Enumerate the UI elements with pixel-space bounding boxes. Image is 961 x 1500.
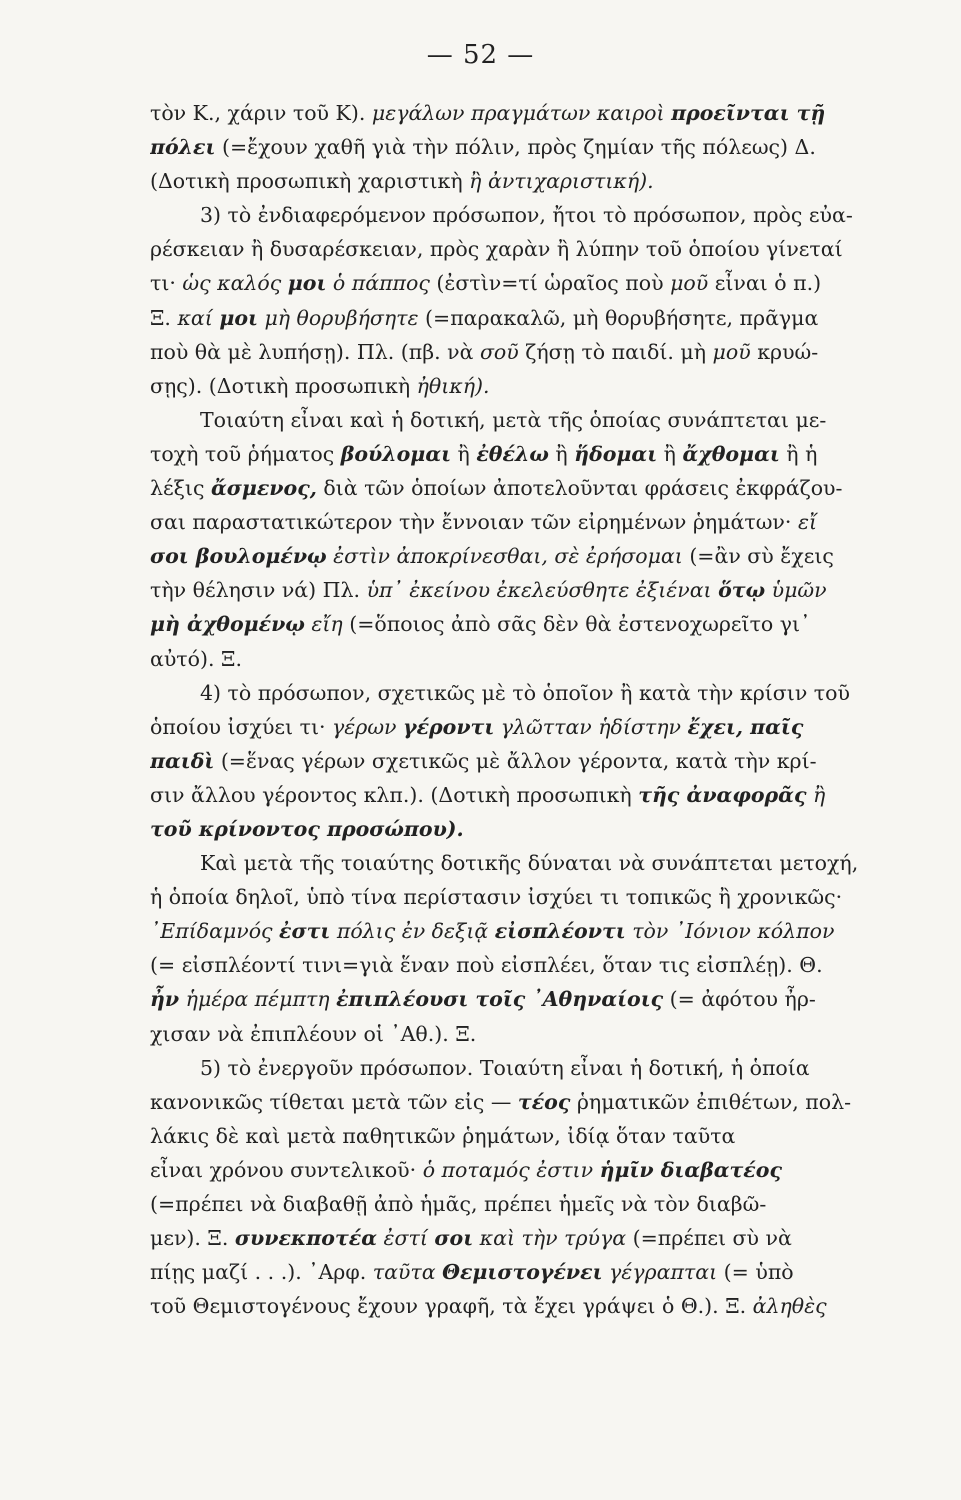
text-segment: ἐθέλω (476, 441, 549, 466)
text-segment: 4) τὸ πρόσωπον, σχετικῶς μὲ τὸ ὁποῖον ἢ κατὰ τὴν κρίσιν τοῦ (200, 680, 850, 705)
text-segment: ὁ πάππος (326, 271, 430, 296)
text-line (150, 1187, 920, 1221)
text-segment: μεγάλων πραγμάτων καιροὶ (371, 101, 672, 125)
text-segment: εἴ (797, 510, 817, 535)
text-line (150, 642, 920, 676)
text-line (150, 1085, 920, 1119)
text-line (150, 1119, 920, 1153)
text-segment: τὴν θέλησιν νά) Πλ. (150, 578, 367, 603)
text-line (150, 1017, 920, 1051)
text-segment: κρυώ- (750, 339, 819, 364)
text-line (150, 1221, 920, 1255)
text-segment: τέος (517, 1089, 571, 1114)
text-segment: ποὺ θὰ μὲ λυπήσῃ). Πλ. (πβ. νὰ (150, 339, 480, 364)
text-line (150, 607, 920, 641)
text-segment: ἦν (150, 987, 180, 1012)
text-segment: τὸν ᾿Ιόνιον κόλπον (625, 919, 835, 944)
text-segment: μὴ θορυβήσητε (257, 305, 419, 330)
text-line (150, 232, 920, 266)
text-segment: ὁποίου ἰσχύει τι· (150, 714, 333, 739)
text-segment: ζήσῃ τὸ παιδί. μὴ (518, 339, 713, 364)
text-segment: τι· (150, 271, 183, 296)
text-line (150, 914, 920, 948)
text-segment: πίῃς μαζί . . .). ᾿Αρφ. (150, 1260, 373, 1285)
text-segment: ἢ ἀντιχαριστική). (469, 169, 654, 194)
text-segment: ἡ ὁποία δηλοῖ, ὑπὸ τίνα περίστασιν ἰσχύει τι τοπικῶς ἢ χρονικῶς· (150, 885, 843, 910)
text-segment: τῆς ἀναφορᾶς (638, 782, 807, 807)
text-segment: τοχὴ τοῦ ῥήματος (150, 441, 341, 466)
text-segment: γέροντι (403, 714, 495, 739)
text-segment: ῥηματικῶν ἐπιθέτων, πολ- (570, 1089, 852, 1114)
text-segment: ὁ ποταμός ἐστιν (422, 1157, 600, 1182)
body-text (150, 96, 920, 1323)
text-line (150, 880, 920, 914)
text-line (150, 369, 920, 403)
text-segment: τὸν Κ., χάριν τοῦ Κ). (150, 101, 372, 125)
text-segment: μοῦ (670, 271, 709, 296)
text-segment: ἡμέρα πέμπτη (179, 987, 337, 1012)
text-segment: (= ὑπὸ (717, 1260, 794, 1285)
text-segment: (=ἔχουν χαθῆ γιὰ τὴν πόλιν, πρὸς ζημίαν τῆς πόλεως) Δ. (215, 135, 816, 160)
text-line (150, 744, 920, 778)
text-segment: ἀληθὲς (752, 1294, 827, 1319)
text-line (150, 1289, 920, 1323)
text-segment: λέξις (150, 476, 211, 501)
text-segment: 5) τὸ ἐνεργοῦν πρόσωπον. Τοιαύτη εἶναι ἡ δοτική, ἡ ὁποία (200, 1055, 810, 1080)
text-segment: ρέσκειαν ἢ δυσαρέσκειαν, πρὸς χαρὰν ἢ λύπην τοῦ ὁποίου γίνεταί (150, 237, 843, 262)
text-segment: ἐστί (377, 1226, 435, 1251)
text-line (150, 948, 920, 982)
text-segment: ἄσμενος, (210, 476, 317, 501)
text-line (150, 266, 920, 300)
text-line (150, 846, 920, 880)
text-segment: (=παρακαλῶ, μὴ θορυβήσητε, πρᾶγμα (418, 305, 819, 330)
text-segment: εἰσπλέοντι (494, 919, 626, 944)
page-number: — 52 — (426, 40, 535, 70)
text-segment: (=ἂν σὺ ἔχεις (682, 544, 834, 569)
text-segment: καὶ τὴν τρύγα (473, 1226, 627, 1251)
text-line (150, 437, 920, 471)
text-segment: γλῶτταν ἡδίστην (494, 714, 688, 739)
text-segment: ταῦτα (372, 1260, 443, 1285)
text-line (150, 130, 920, 164)
text-segment: σοι (434, 1226, 474, 1251)
text-segment: ἢ (451, 441, 477, 466)
text-segment: (ἐστὶν=τί ὡραῖος ποὺ (429, 271, 671, 296)
text-line (150, 1153, 920, 1187)
text-segment: μεν). Ξ. (150, 1226, 235, 1251)
text-line (150, 1051, 920, 1085)
text-segment: σῃς). (Δοτικὴ προσωπικὴ (150, 373, 417, 398)
text-segment: ὑμῶν (765, 578, 827, 603)
text-segment: μὴ ἀχθομένῳ (150, 612, 305, 637)
text-segment: ὅτῳ (718, 578, 766, 603)
text-line (150, 471, 920, 505)
text-segment: βούλομαι (340, 441, 452, 466)
text-segment: προεῖνται τῇ (671, 101, 826, 125)
text-segment: σοῦ (479, 339, 519, 364)
text-segment: Ξ. (150, 305, 178, 330)
text-segment: (= ἀφότου ἦρ- (663, 987, 816, 1012)
text-segment: Καὶ μετὰ τῆς τοιαύτης δοτικῆς δύναται νὰ συνάπτεται μετοχή, (200, 851, 859, 876)
text-line (150, 301, 920, 335)
text-line (150, 539, 920, 573)
text-line (150, 96, 920, 130)
text-line (150, 164, 920, 198)
text-segment: διὰ τῶν ὁποίων ἀποτελοῦνται φράσεις ἐκφράζου- (316, 476, 843, 501)
text-segment: πόλει (150, 135, 216, 160)
text-segment: (= εἰσπλέοντί τινι=γιὰ ἕναν ποὺ εἰσπλέει, ὅταν τις εἰσπλέῃ). Θ. (150, 953, 823, 978)
text-line (150, 403, 920, 437)
text-segment: (=πρέπει νὰ διαβαθῇ ἀπὸ ἡμᾶς, πρέπει ἡμεῖς νὰ τὸν διαβῶ- (150, 1192, 767, 1216)
text-line (150, 676, 920, 710)
text-line (150, 198, 920, 232)
text-segment: πόλις ἐν δεξιᾷ (330, 919, 495, 944)
text-segment: (=ὅποιος ἀπὸ σᾶς δὲν θὰ ἐστενοχωρεῖτο γι᾿ (342, 612, 811, 637)
text-segment: εἴη (304, 612, 343, 637)
text-segment: συνεκποτέα (234, 1226, 378, 1251)
text-segment: ἐπιπλέουσι τοῖς ᾿Αθηναίοις (336, 987, 664, 1012)
text-segment: ἢ (657, 441, 683, 466)
text-segment: ἢ (548, 441, 575, 466)
text-segment: ὡς καλός (182, 271, 288, 296)
text-segment: ἐστι (279, 919, 331, 944)
text-line (150, 778, 920, 812)
text-line (150, 812, 920, 846)
text-segment: ἡμῖν διαβατέος (599, 1157, 782, 1182)
text-segment: γέρων (332, 714, 404, 739)
text-segment: ὑπ᾿ ἐκείνου ἐκελεύσθητε ἐξιέναι (366, 578, 719, 603)
text-segment: τοῦ Θεμιστογένους ἔχουν γραφῆ, τὰ ἔχει γράψει ὁ Θ.). Ξ. (150, 1294, 753, 1319)
text-segment: σοι βουλομένῳ (150, 544, 327, 569)
text-segment: αὐτό). Ξ. (150, 646, 242, 671)
text-segment: ἐστὶν ἀποκρίνεσθαι, σὲ ἐρήσομαι (326, 544, 683, 569)
text-line (150, 710, 920, 744)
text-segment: (Δοτικὴ προσωπικὴ χαριστικὴ (150, 169, 470, 194)
text-segment: ἢ ἡ (779, 441, 818, 466)
text-segment: λάκις δὲ καὶ μετὰ παθητικῶν ῥημάτων, ἰδίᾳ ὅταν ταῦτα (150, 1123, 736, 1148)
text-segment: Τοιαύτη εἶναι καὶ ἡ δοτική, μετὰ τῆς ὁποίας συνάπτεται με- (200, 407, 827, 432)
text-segment: Θεμιστογένει (442, 1260, 603, 1285)
text-segment: (=πρέπει σὺ νὰ (626, 1226, 792, 1251)
text-segment: ἢ (806, 782, 826, 807)
text-segment: γέγραπται (602, 1260, 718, 1285)
text-segment: καί (177, 305, 220, 330)
text-segment: κανονικῶς τίθεται μετὰ τῶν εἰς — (150, 1089, 518, 1114)
text-segment: μοι (219, 305, 258, 330)
text-segment: ἠθική). (416, 373, 490, 398)
text-segment: σαι παραστατικώτερον τὴν ἔννοιαν τῶν εἰρημένων ῥημάτων· (150, 510, 798, 535)
text-segment: ἔχει, παῖς (687, 714, 804, 739)
text-line (150, 505, 920, 539)
text-segment: τοῦ κρίνοντος προσώπου). (150, 816, 464, 841)
text-segment: ἄχθομαι (682, 441, 780, 466)
text-segment: σιν ἄλλου γέροντος κλπ.). (Δοτικὴ προσωπικὴ (150, 782, 639, 807)
text-segment: ᾿Επίδαμνός (150, 919, 280, 944)
text-segment: εἶναι ὁ π.) (708, 271, 822, 296)
text-line (150, 573, 920, 607)
text-segment: ἥδομαι (574, 441, 658, 466)
text-segment: (=ἕνας γέρων σχετικῶς μὲ ἄλλον γέροντα, κατὰ τὴν κρί- (214, 748, 817, 773)
text-segment: παιδὶ (150, 748, 215, 773)
text-segment: μοι (287, 271, 327, 296)
text-segment: εἶναι χρόνου συντελικοῦ· (150, 1157, 423, 1182)
text-line (150, 335, 920, 369)
text-line (150, 982, 920, 1016)
text-segment: χισαν νὰ ἐπιπλέουν οἱ ᾿Αθ.). Ξ. (150, 1021, 477, 1046)
text-line (150, 1255, 920, 1289)
text-segment: μοῦ (712, 339, 751, 364)
text-segment: 3) τὸ ἐνδιαφερόμενον πρόσωπον, ἤτοι τὸ πρόσωπον, πρὸς εὐα- (200, 203, 853, 228)
